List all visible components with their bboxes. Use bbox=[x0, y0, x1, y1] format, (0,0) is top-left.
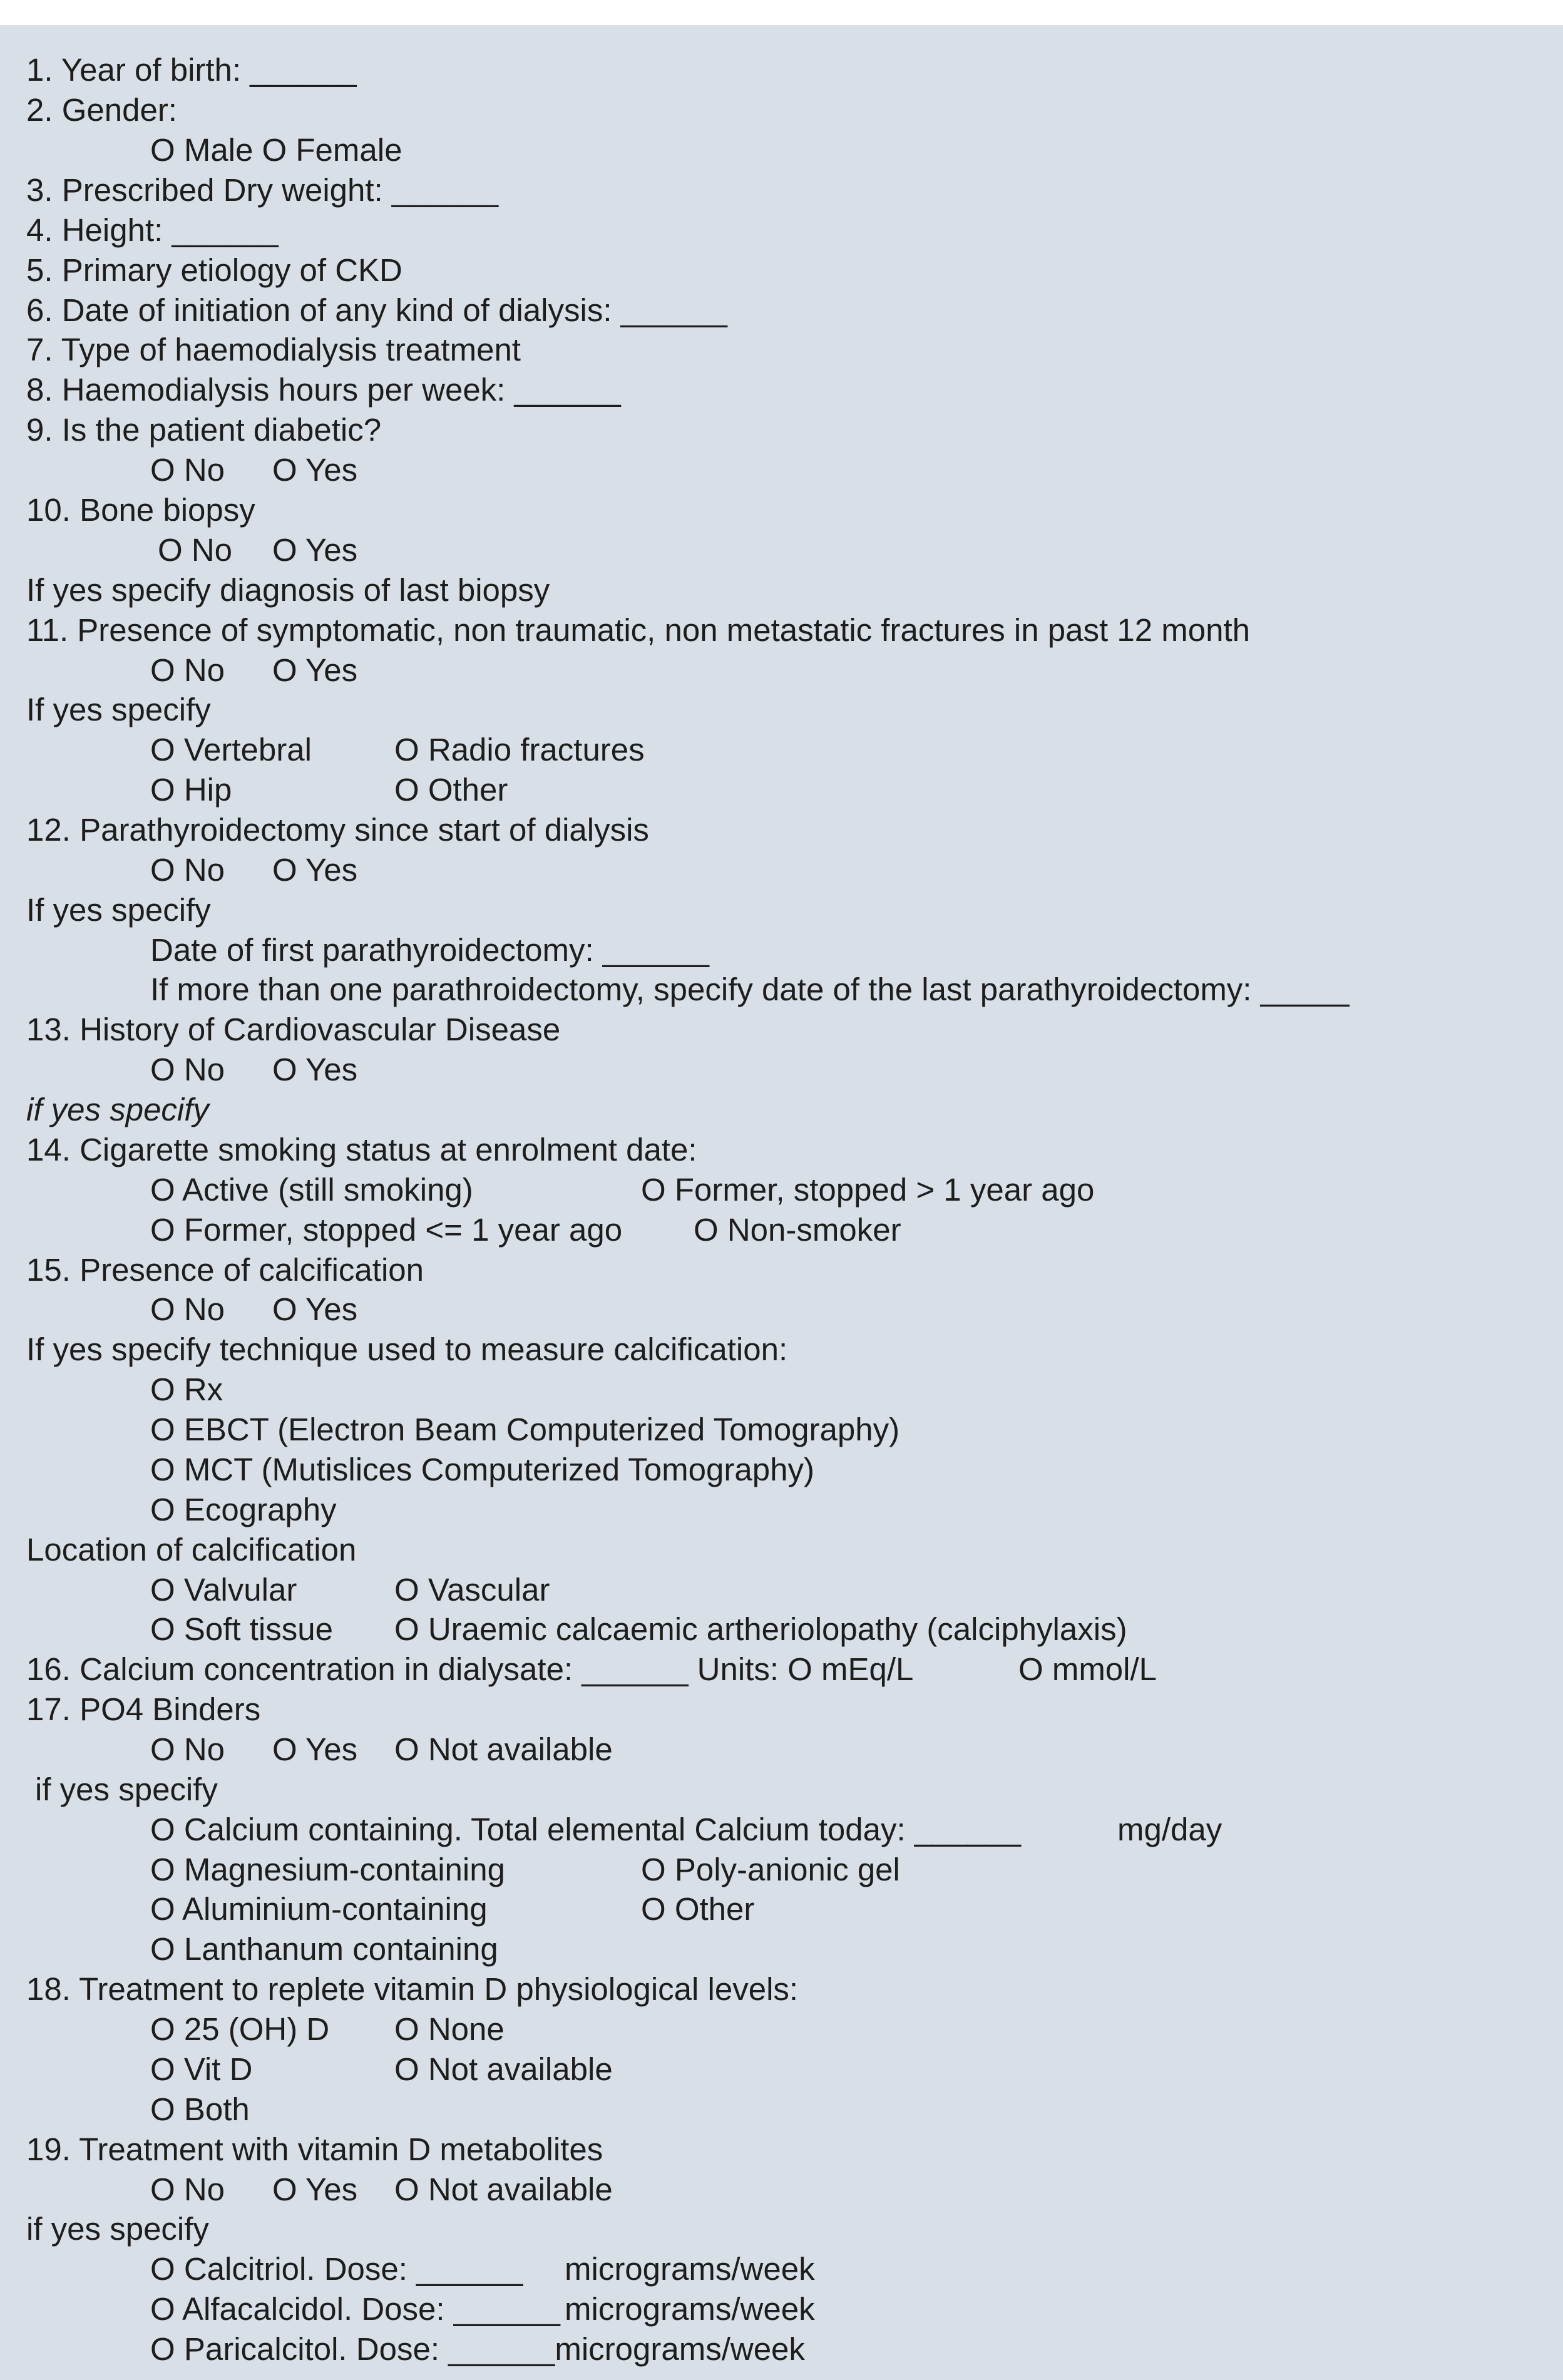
form-line-q19: 19. Treatment with vitamin D metabolites bbox=[26, 2131, 603, 2167]
form-line-q13: 13. History of Cardiovascular Disease bbox=[26, 1012, 561, 1047]
form-panel bbox=[0, 25, 1563, 2380]
form-line-q17-options-segment-3: O Not available bbox=[394, 1731, 613, 1767]
form-line-q10-followup: If yes specify diagnosis of last biopsy bbox=[26, 572, 550, 608]
form-line-q19-options-segment-3: O Not available bbox=[394, 2172, 613, 2207]
form-line-q15-followup: If yes specify technique used to measure calcification: bbox=[26, 1331, 788, 1367]
form-line-q13-options-segment-1: O No bbox=[150, 1052, 225, 1087]
form-line-q11-opt-row2-segment-2: O Other bbox=[394, 772, 508, 808]
form-line-q11-opt-row1-segment-2: O Radio fractures bbox=[394, 732, 645, 767]
form-line-q11-opt-row2-segment-1: O Hip bbox=[150, 772, 232, 808]
form-line-q1: 1. Year of birth: ______ bbox=[26, 52, 357, 88]
form-line-q14-opt-row2-segment-2: O Non-smoker bbox=[694, 1212, 901, 1248]
form-line-q18-opt-row2-segment-1: O Vit D bbox=[150, 2051, 253, 2087]
form-line-q2-options: O Male O Female bbox=[150, 132, 402, 168]
form-line-q12: 12. Parathyroidectomy since start of dialysis bbox=[26, 812, 649, 848]
form-line-q15-loc-row1-segment-2: O Vascular bbox=[394, 1572, 550, 1608]
form-line-q12-last-date: If more than one parathroidectomy, specify date of the last parathyroidectomy: _____ bbox=[150, 972, 1350, 1007]
form-line-q18: 18. Treatment to replete vitamin D physiological levels: bbox=[26, 1971, 799, 2007]
form-line-q2: 2. Gender: bbox=[26, 92, 177, 128]
form-line-q19-calcitriol-segment-2: micrograms/week bbox=[565, 2251, 815, 2287]
form-line-q12-followup: If yes specify bbox=[26, 892, 211, 928]
form-line-q14-opt-row2-segment-1: O Former, stopped <= 1 year ago bbox=[150, 1212, 623, 1248]
form-line-q15: 15. Presence of calcification bbox=[26, 1252, 424, 1288]
form-line-q19-paricalcitol: O Paricalcitol. Dose: ______micrograms/week bbox=[150, 2331, 805, 2367]
form-line-q17-options-segment-2: O Yes bbox=[272, 1731, 358, 1767]
form-line-q14-opt-row1-segment-1: O Active (still smoking) bbox=[150, 1172, 473, 1208]
form-line-q17-opt-row3-segment-2: O Other bbox=[641, 1891, 755, 1927]
form-line-q9: 9. Is the patient diabetic? bbox=[26, 412, 382, 448]
form-line-q17-opt-row3-segment-1: O Aluminium-containing bbox=[150, 1891, 488, 1927]
form-line-q19-options-segment-1: O No bbox=[150, 2172, 225, 2207]
form-line-q15-loc-row2-segment-1: O Soft tissue bbox=[150, 1611, 333, 1647]
form-line-q15-ebct: O EBCT (Electron Beam Computerized Tomography) bbox=[150, 1412, 900, 1447]
form-line-q3: 3. Prescribed Dry weight: ______ bbox=[26, 172, 499, 208]
form-line-q12-options-segment-2: O Yes bbox=[272, 852, 358, 888]
form-line-q19-alfacalcidol-segment-1: O Alfacalcidol. Dose: ______ bbox=[150, 2291, 560, 2327]
form-line-q16-segment-1: 16. Calcium concentration in dialysate: ______ Units: O mEq/L bbox=[26, 1651, 914, 1687]
form-line-q17-calcium-segment-2: mg/day bbox=[1117, 1812, 1222, 1847]
form-line-q10-options-segment-2: O Yes bbox=[272, 532, 358, 568]
form-line-q10-options-segment-1: O No bbox=[158, 532, 233, 568]
form-line-q14-opt-row1-segment-2: O Former, stopped > 1 year ago bbox=[641, 1172, 1095, 1208]
form-line-q12-options-segment-1: O No bbox=[150, 852, 225, 888]
form-line-q17-followup: if yes specify bbox=[35, 1772, 218, 1807]
form-line-q8: 8. Haemodialysis hours per week: ______ bbox=[26, 372, 621, 408]
form-line-q11-opt-row1-segment-1: O Vertebral bbox=[150, 732, 312, 767]
form-line-q19-calcitriol-segment-1: O Calcitriol. Dose: ______ bbox=[150, 2251, 523, 2287]
form-line-q15-location: Location of calcification bbox=[26, 1532, 357, 1567]
form-line-q11-options-segment-1: O No bbox=[150, 652, 225, 688]
form-line-q11-options-segment-2: O Yes bbox=[272, 652, 358, 688]
form-line-q15-loc-row2-segment-2: O Uraemic calcaemic artheriolopathy (calciphylaxis) bbox=[394, 1611, 1127, 1647]
form-line-q17-calcium-segment-1: O Calcium containing. Total elemental Calcium today: ______ bbox=[150, 1812, 1021, 1847]
form-line-q15-loc-row1-segment-1: O Valvular bbox=[150, 1572, 297, 1608]
form-line-q6: 6. Date of initiation of any kind of dialysis: ______ bbox=[26, 292, 727, 328]
form-line-q10: 10. Bone biopsy bbox=[26, 492, 255, 528]
form-line-q15-mct: O MCT (Mutislices Computerized Tomography) bbox=[150, 1452, 814, 1487]
form-line-q16-segment-2: O mmol/L bbox=[1018, 1651, 1157, 1687]
form-line-q5: 5. Primary etiology of CKD bbox=[26, 252, 402, 288]
form-line-q17-opt-row4: O Lanthanum containing bbox=[150, 1931, 498, 1967]
form-lines bbox=[0, 25, 1563, 2380]
form-line-q15-options-segment-2: O Yes bbox=[272, 1291, 358, 1327]
form-line-q18-opt-row2-segment-2: O Not available bbox=[394, 2051, 613, 2087]
form-line-q18-opt-row1-segment-1: O 25 (OH) D bbox=[150, 2011, 330, 2047]
form-line-q4: 4. Height: ______ bbox=[26, 212, 279, 248]
form-line-q15-eco: O Ecography bbox=[150, 1492, 337, 1527]
form-line-q17-opt-row2-segment-2: O Poly-anionic gel bbox=[641, 1852, 900, 1887]
form-line-q11: 11. Presence of symptomatic, non traumatic, non metastatic fractures in past 12 month bbox=[26, 612, 1250, 648]
form-line-q12-first-date: Date of first parathyroidectomy: ______ bbox=[150, 932, 709, 968]
form-line-q19-options-segment-2: O Yes bbox=[272, 2172, 358, 2207]
form-line-q19-alfacalcidol-segment-2: micrograms/week bbox=[565, 2291, 815, 2327]
form-line-q17-opt-row2-segment-1: O Magnesium-containing bbox=[150, 1852, 505, 1887]
form-line-q14: 14. Cigarette smoking status at enrolment date: bbox=[26, 1132, 697, 1167]
form-line-q7: 7. Type of haemodialysis treatment bbox=[26, 332, 521, 367]
form-line-q18-opt-row3: O Both bbox=[150, 2091, 250, 2127]
form-line-q9-options-segment-2: O Yes bbox=[272, 452, 358, 488]
form-line-q13-followup: if yes specify bbox=[26, 1092, 209, 1127]
form-line-q11-followup: If yes specify bbox=[26, 692, 211, 727]
form-line-q17: 17. PO4 Binders bbox=[26, 1691, 261, 1727]
form-line-q18-opt-row1-segment-2: O None bbox=[394, 2011, 505, 2047]
form-line-q15-rx: O Rx bbox=[150, 1372, 223, 1407]
form-line-q9-options-segment-1: O No bbox=[150, 452, 225, 488]
form-line-q13-options-segment-2: O Yes bbox=[272, 1052, 358, 1087]
form-line-q17-options-segment-1: O No bbox=[150, 1731, 225, 1767]
form-line-q15-options-segment-1: O No bbox=[150, 1291, 225, 1327]
form-line-q19-followup: if yes specify bbox=[26, 2211, 209, 2247]
